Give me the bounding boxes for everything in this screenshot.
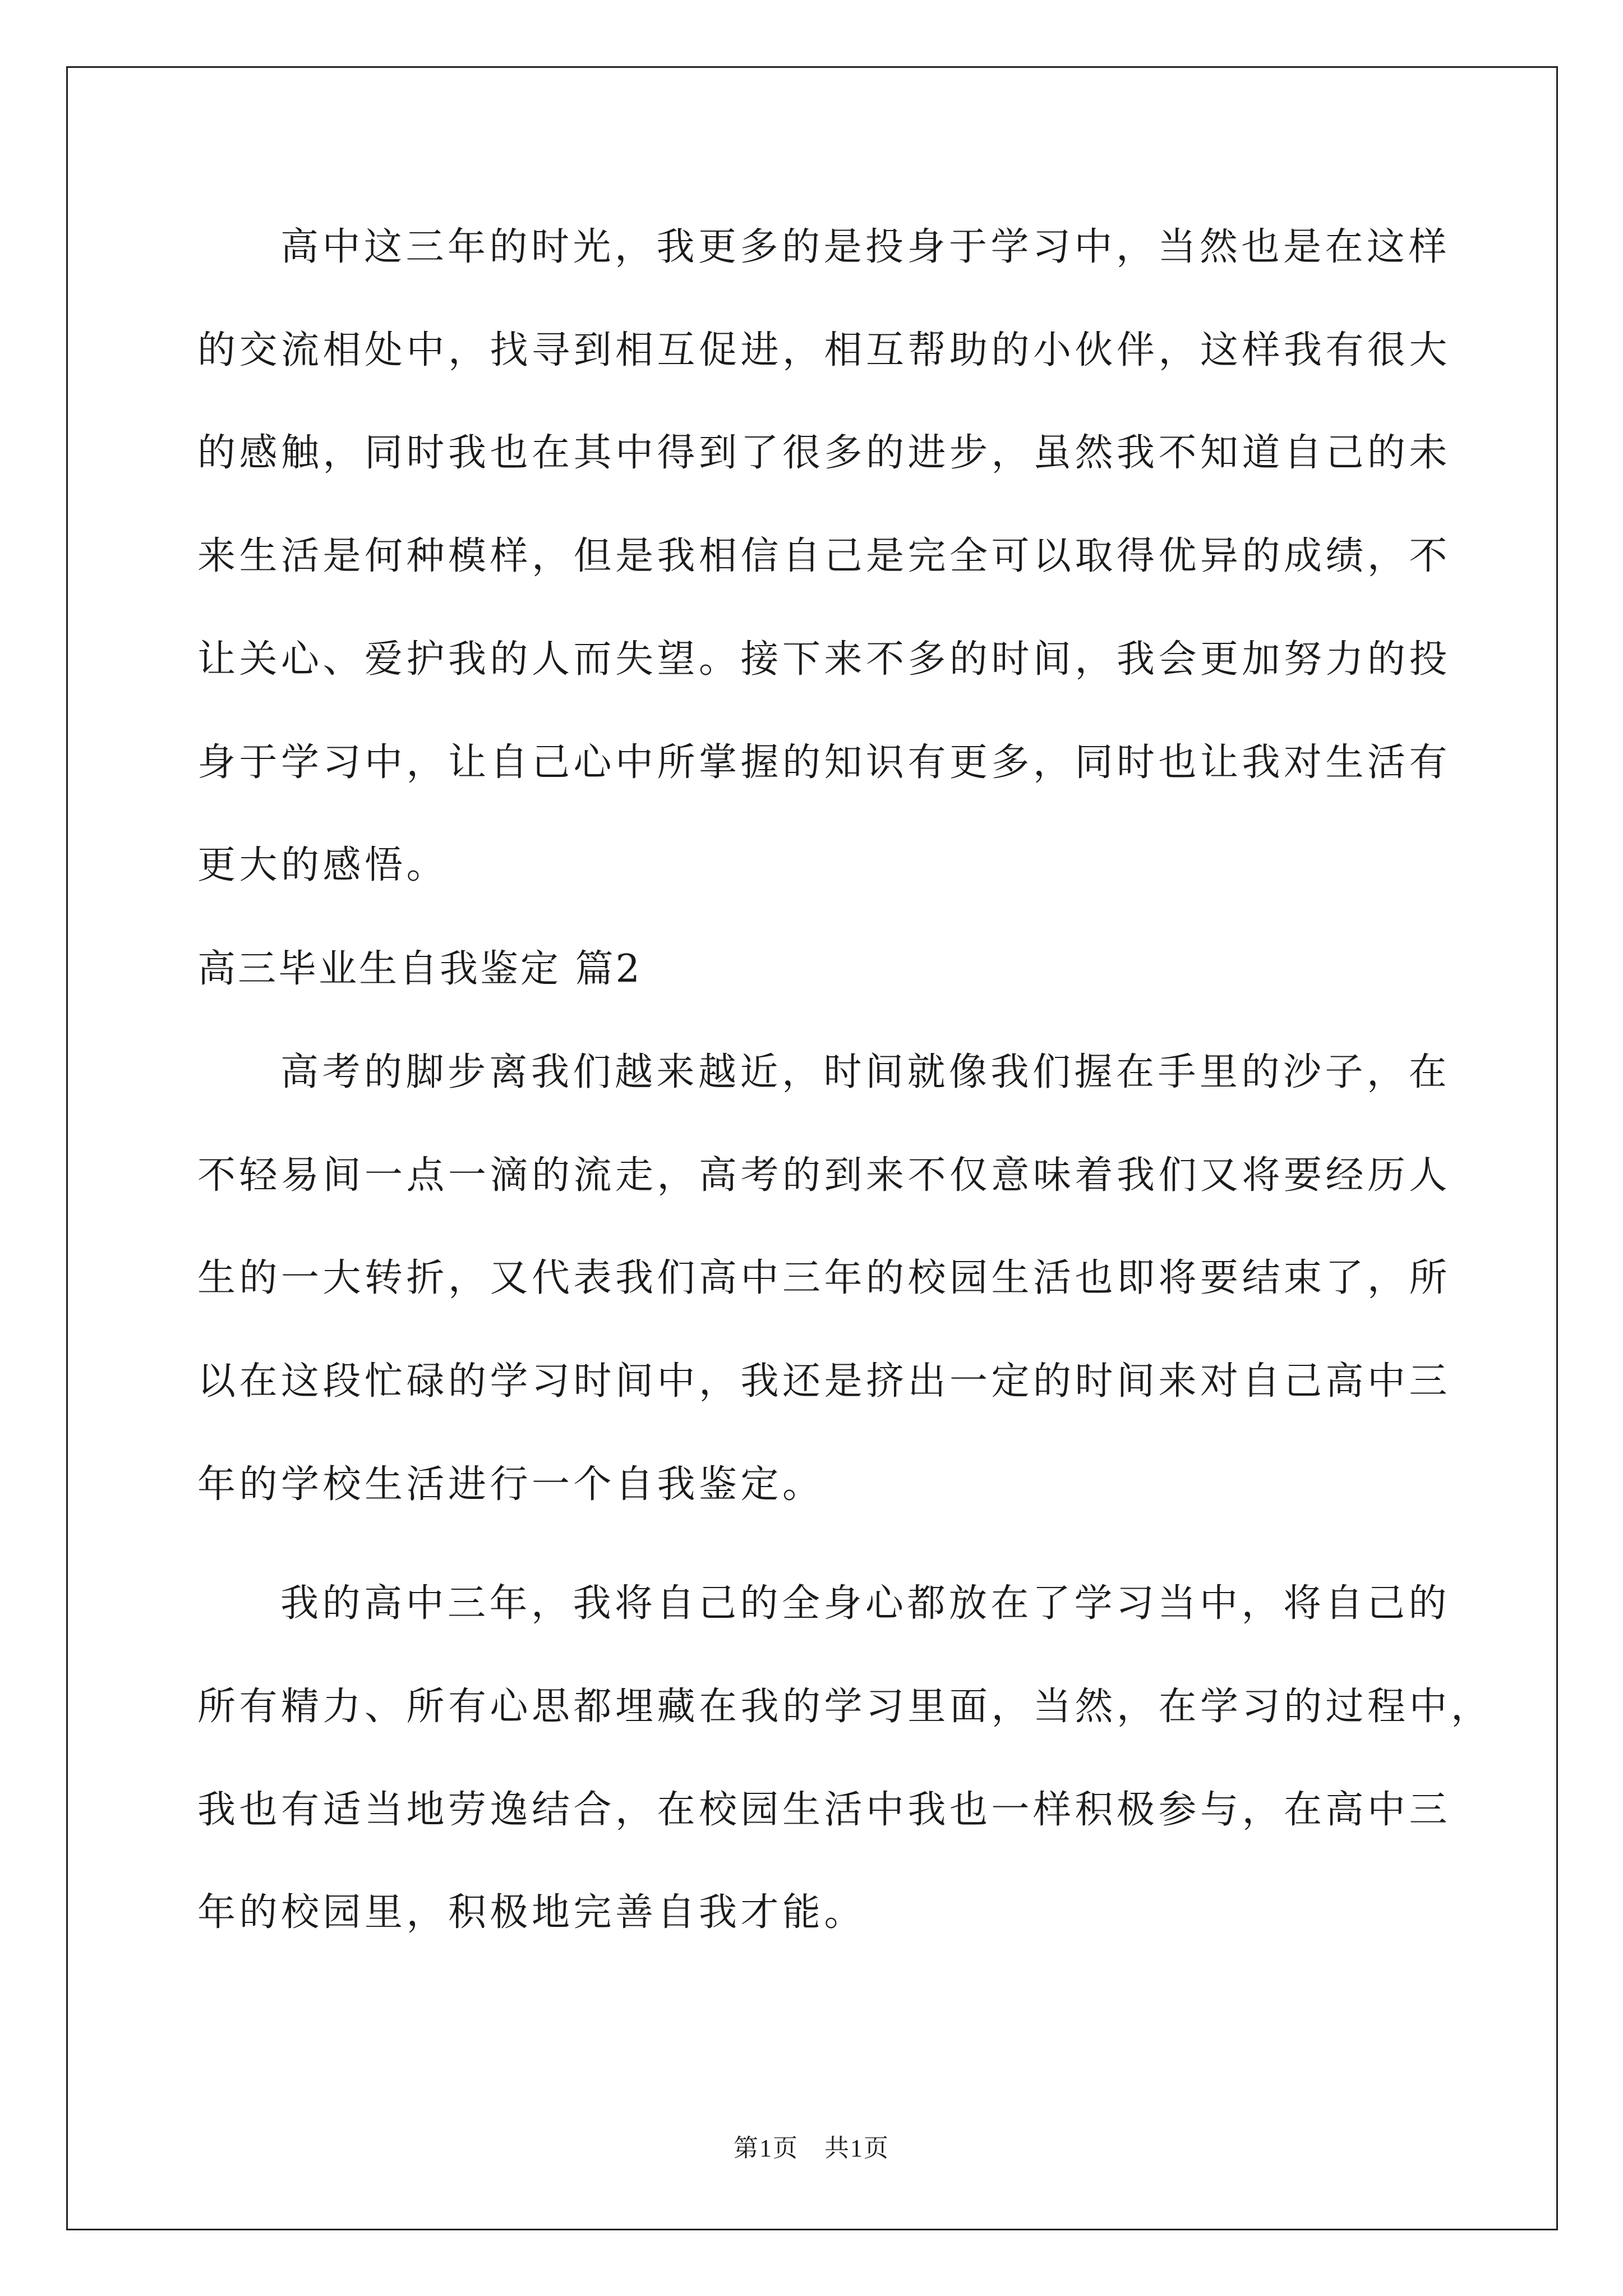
paragraph-2-line-3: 生的一大转折，又代表我们高中三年的校园生活也即将要结束了，所 [197,1256,1451,1300]
page-footer: 第1页 共1页 [734,2134,889,2162]
paragraph-1-line-2: 的交流相处中，找寻到相互促进，相互帮助的小伙伴，这样我有很大 [197,328,1451,372]
paragraph-1-line-7: 更大的感悟。 [197,843,449,887]
paragraph-3-line-2: 所有精力、所有心思都埋藏在我的学习里面，当然，在学习的过程中， [197,1685,1493,1729]
paragraph-3-line-1: 我的高中三年，我将自己的全身心都放在了学习当中，将自己的 [280,1581,1451,1626]
paragraph-1-line-6: 身于学习中，让自己心中所掌握的知识有更多，同时也让我对生活有 [197,740,1451,785]
paragraph-1-line-3: 的感触，同时我也在其中得到了很多的进步，虽然我不知道自己的未 [197,431,1451,475]
paragraph-1-line-5: 让关心、爱护我的人而失望。接下来不多的时间，我会更加努力的投 [197,637,1451,682]
section-heading: 高三毕业生自我鉴定 篇2 [197,947,642,991]
paragraph-1-line-4: 来生活是何种模样，但是我相信自己是完全可以取得优异的成绩，不 [197,534,1451,578]
paragraph-2-line-1: 高考的脚步离我们越来越近，时间就像我们握在手里的沙子，在 [280,1050,1451,1094]
paragraph-2-line-5: 年的学校生活进行一个自我鉴定。 [197,1462,824,1507]
paragraph-2-line-2: 不轻易间一点一滴的流走，高考的到来不仅意味着我们又将要经历人 [197,1153,1451,1198]
paragraph-2-line-4: 以在这段忙碌的学习时间中，我还是挤出一定的时间来对自己高中三 [197,1359,1451,1404]
paragraph-3-line-3: 我也有适当地劳逸结合，在校园生活中我也一样积极参与，在高中三 [197,1788,1451,1832]
paragraph-3-line-4: 年的校园里，积极地完善自我才能。 [197,1890,866,1935]
paragraph-1-line-1: 高中这三年的时光，我更多的是投身于学习中，当然也是在这样 [280,225,1451,269]
